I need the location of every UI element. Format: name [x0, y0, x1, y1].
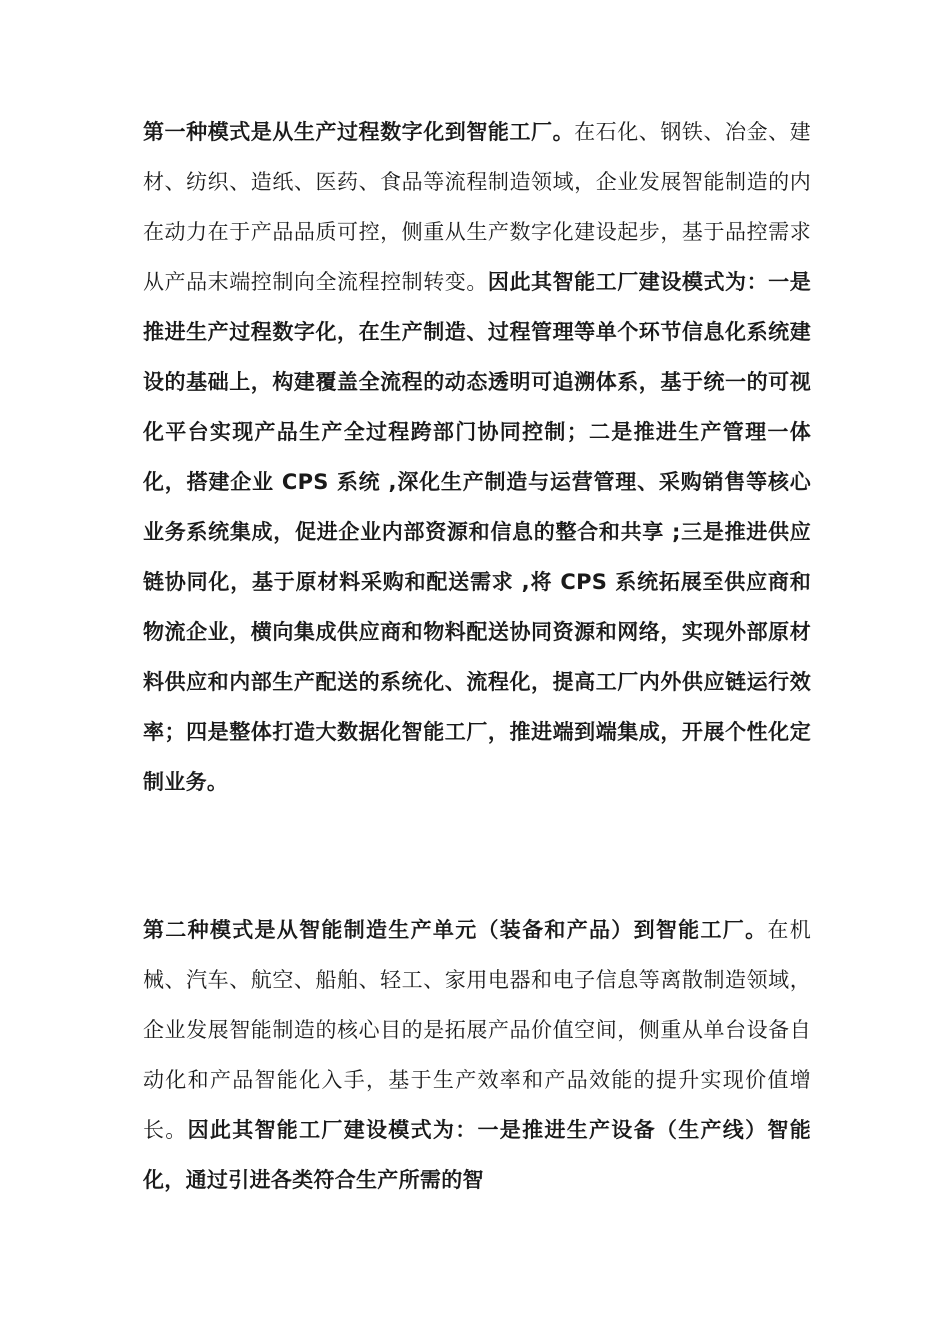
mode-two-construction-model: 因此其智能工厂建设模式为：一是推进生产设备（生产线）智能化，通过引进各类符合生产所需的智 — [143, 1118, 811, 1192]
paragraph-mode-one — [143, 107, 811, 807]
mode-two-heading: 第二种模式是从智能制造生产单元（装备和产品）到智能工厂。 — [143, 918, 768, 942]
mode-one-construction-model: 因此其智能工厂建设模式为：一是推进生产过程数字化，在生产制造、过程管理等单个环节信息化系统建设的基础上，构建覆盖全流程的动态透明可追溯体系，基于统一的可视化平台实现产品生产全过程跨部门协同控制；二是推进生产管理一体化，搭建企业 CPS 系统 ,深化生产制造与运营管理、采购销售等核心业务系统集成，促进企业内部资源和信息的整合和共享 ;三是推进供应链协同化，基于原材料采购和配送需求 ,将 CPS 系统拓展至供应商和物流企业，横向集成供应商和物料配送协同资源和网络，实现外部原材料供应和内部生产配送的系统化、流程化，提高工厂内外供应链运行效率；四是整体打造大数据化智能工厂，推进端到端集成，开展个性化定制业务。 — [143, 270, 811, 794]
mode-one-description: 在石化、钢铁、冶金、建材、纺织、造纸、医药、食品等流程制造领域，企业发展智能制造的内在动力在于产品品质可控，侧重从生产数字化建设起步，基于品控需求从产品末端控制向全流程控制转变。 — [143, 120, 811, 294]
mode-two-description: 在机械、汽车、航空、船舶、轻工、家用电器和电子信息等离散制造领域，企业发展智能制造的核心目的是拓展产品价值空间，侧重从单台设备自动化和产品智能化入手，基于生产效率和产品效能的提升实现价值增长。 — [143, 918, 811, 1142]
mode-one-heading: 第一种模式是从生产过程数字化到智能工厂。 — [143, 120, 575, 144]
paragraph-mode-two — [143, 905, 811, 1205]
